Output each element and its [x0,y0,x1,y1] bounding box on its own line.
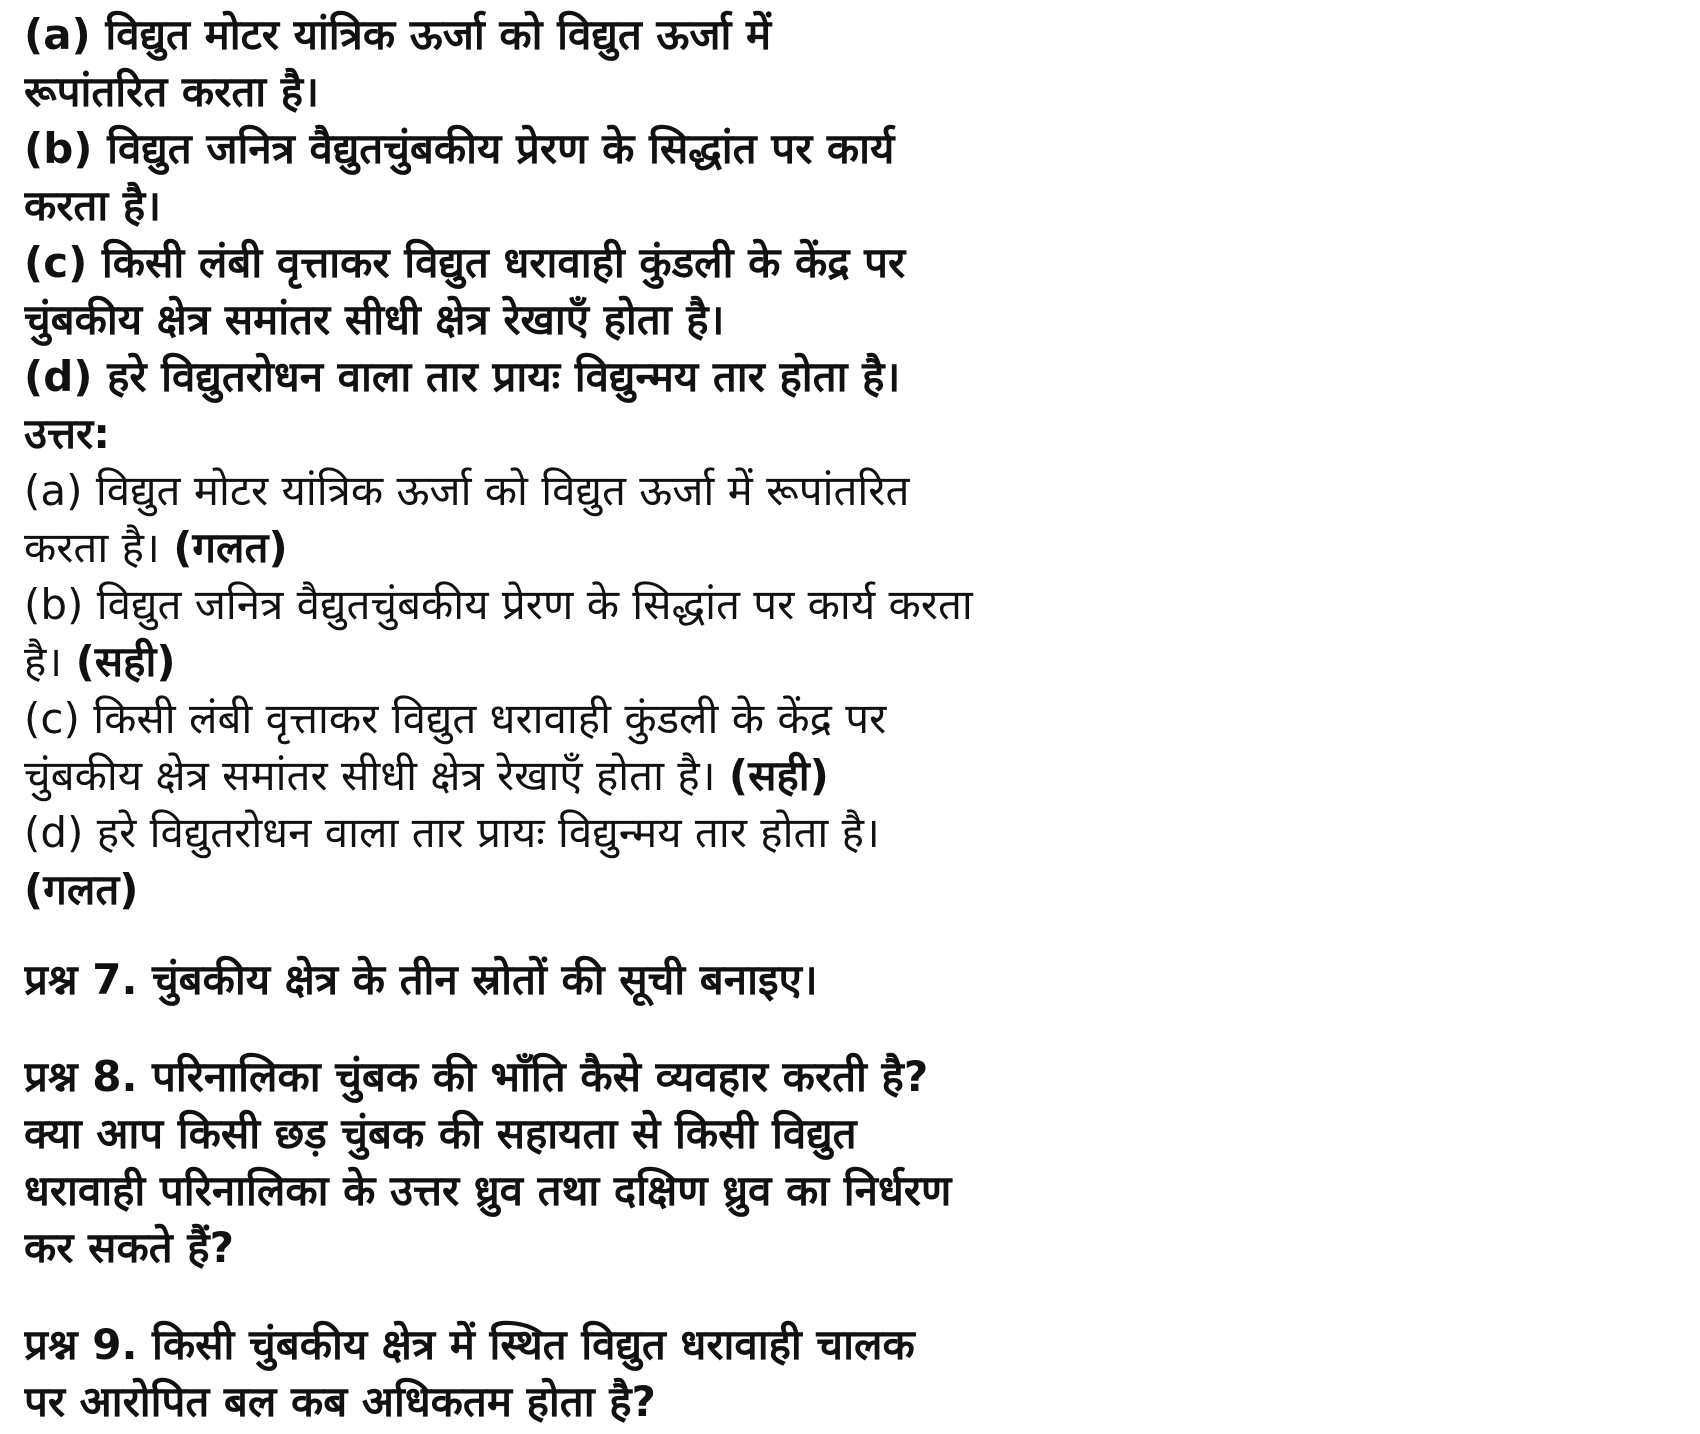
answer-b [24,576,1144,690]
statement-c [24,234,1144,348]
question-line: प्रश्न 9. किसी चुंबकीय क्षेत्र में स्थित विद्युत धरावाही चालक [24,1320,915,1369]
question-line: क्या आप किसी छड़ चुंबक की सहायता से किसी विद्युत [24,1109,857,1158]
question-line: कर सकते हैं? [24,1223,234,1272]
answer-text: चुंबकीय क्षेत्र समांतर सीधी क्षेत्र रेखाएँ होता है। [24,751,716,800]
answer-line: (a) विद्युत मोटर यांत्रिक ऊर्जा को विद्युत ऊर्जा में रूपांतरित [24,466,910,515]
spacer [24,1276,1144,1316]
answer-a [24,462,1144,576]
answer-heading: उत्तर: [24,409,111,458]
statement-line: (c) किसी लंबी वृत्ताकर विद्युत धरावाही कुंडली के केंद्र पर [24,238,906,287]
question-9 [24,1316,1144,1430]
answer-line: (d) हरे विद्युतरोधन वाला तार प्रायः विद्युन्मय तार होता है। [24,808,880,857]
question-7 [24,951,1144,1008]
statement-line: चुंबकीय क्षेत्र समांतर सीधी क्षेत्र रेखाएँ होता है। [24,295,725,344]
answer-text: है। [24,637,63,686]
answer-line [24,633,1144,690]
answer-c [24,690,1144,804]
statement-a [24,6,1144,120]
answer-line [24,747,1144,804]
question-8 [24,1048,1144,1276]
spacer [24,1008,1144,1048]
statement-d [24,348,1144,405]
statement-line: करता है। [24,181,162,230]
answer-text: करता है। [24,523,160,572]
answer-line: (b) विद्युत जनित्र वैद्युतचुंबकीय प्रेरण के सिद्धांत पर कार्य करता [24,580,973,629]
statement-b [24,120,1144,234]
verdict-label: (सही) [75,637,176,686]
verdict-label: (गलत) [173,523,288,572]
answer-d [24,804,1144,918]
answer-line [24,519,1144,576]
answer-line [24,861,1144,918]
question-line: प्रश्न 7. चुंबकीय क्षेत्र के तीन स्रोतों की सूची बनाइए। [24,955,818,1004]
question-line: धरावाही परिनालिका के उत्तर ध्रुव तथा दक्षिण ध्रुव का निर्धरण [24,1166,952,1215]
statement-line: (a) विद्युत मोटर यांत्रिक ऊर्जा को विद्युत ऊर्जा में [24,10,772,59]
question-line: प्रश्न 8. परिनालिका चुंबक की भाँति कैसे व्यवहार करती है? [24,1052,929,1101]
question-line: पर आरोपित बल कब अधिकतम होता है? [24,1377,656,1426]
document-page [24,6,1144,1430]
verdict-label: (गलत) [24,865,139,914]
answer-line: (c) किसी लंबी वृत्ताकर विद्युत धरावाही कुंडली के केंद्र पर [24,694,887,743]
spacer [24,918,1144,951]
statement-line: (d) हरे विद्युतरोधन वाला तार प्रायः विद्युन्मय तार होता है। [24,352,901,401]
verdict-label: (सही) [728,751,829,800]
statement-line: (b) विद्युत जनित्र वैद्युतचुंबकीय प्रेरण के सिद्धांत पर कार्य [24,124,895,173]
statement-line: रूपांतरित करता है। [24,67,320,116]
